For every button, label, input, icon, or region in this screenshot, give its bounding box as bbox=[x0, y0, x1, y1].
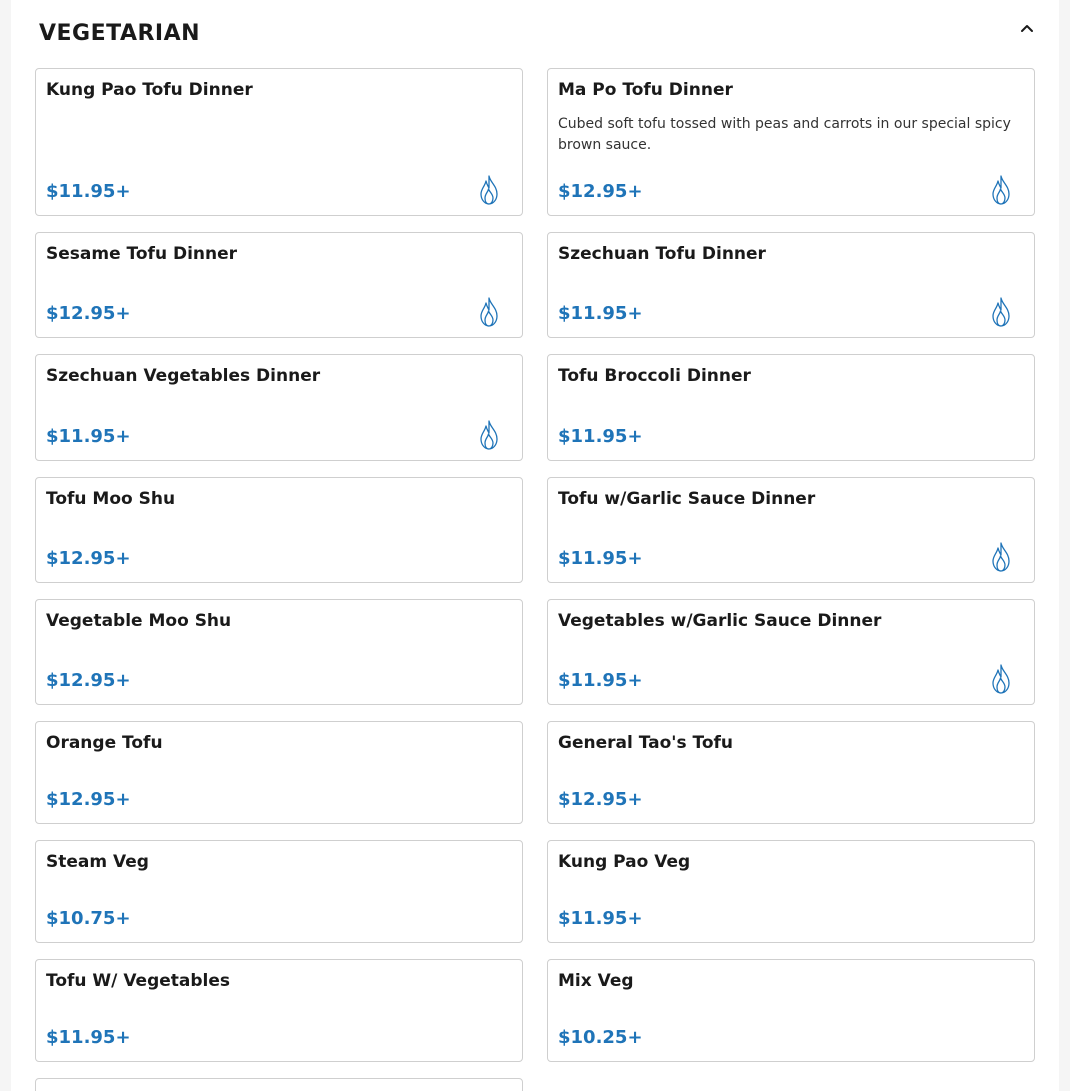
menu-item-price: $11.95+ bbox=[46, 1027, 131, 1048]
menu-item-name: Tofu Moo Shu bbox=[46, 489, 176, 509]
menu-item-price: $11.95+ bbox=[558, 303, 643, 324]
menu-item-name: Ma Po Tofu Dinner bbox=[558, 80, 733, 100]
menu-item-price: $11.95+ bbox=[558, 548, 643, 569]
menu-item-card[interactable] bbox=[547, 354, 1035, 461]
menu-item-card[interactable] bbox=[547, 68, 1035, 216]
chevron-up-icon bbox=[1019, 20, 1035, 36]
menu-item-description: Cubed soft tofu tossed with peas and carrots in our special spicy brown sauce. bbox=[558, 116, 1011, 153]
section-title: VEGETARIAN bbox=[39, 21, 201, 46]
menu-item-card[interactable] bbox=[35, 68, 523, 216]
menu-item-price: $12.95+ bbox=[46, 789, 131, 810]
menu-item-card[interactable] bbox=[35, 721, 523, 824]
menu-item-name: Kung Pao Veg bbox=[558, 852, 691, 872]
menu-item-price: $10.25+ bbox=[558, 1027, 643, 1048]
menu-item-price: $11.95+ bbox=[46, 426, 131, 447]
flame-icon bbox=[988, 296, 1014, 328]
menu-item-price: $11.95+ bbox=[558, 670, 643, 691]
flame-icon bbox=[476, 296, 502, 328]
menu-item-card[interactable] bbox=[547, 840, 1035, 943]
menu-item-name: Kung Pao Tofu Dinner bbox=[46, 80, 253, 100]
menu-item-card[interactable] bbox=[35, 477, 523, 583]
menu-item-card[interactable] bbox=[547, 232, 1035, 338]
menu-item-name: Sesame Tofu Dinner bbox=[46, 244, 238, 264]
menu-item-name: Tofu Broccoli Dinner bbox=[558, 366, 751, 386]
flame-icon bbox=[988, 541, 1014, 573]
menu-item-card[interactable] bbox=[35, 959, 523, 1062]
menu-item-name: Tofu W/ Vegetables bbox=[46, 971, 231, 991]
menu-item-card[interactable] bbox=[35, 232, 523, 338]
menu-item-card[interactable] bbox=[35, 354, 523, 461]
menu-item-name: Mix Veg bbox=[558, 971, 634, 991]
menu-item-name: Szechuan Vegetables Dinner bbox=[46, 366, 321, 386]
menu-item-card[interactable] bbox=[547, 599, 1035, 705]
menu-item-card-partial[interactable] bbox=[35, 1078, 523, 1091]
flame-icon bbox=[476, 419, 502, 451]
menu-item-name: Tofu w/Garlic Sauce Dinner bbox=[558, 489, 816, 509]
menu-item-price: $12.95+ bbox=[46, 670, 131, 691]
menu-item-price: $12.95+ bbox=[46, 548, 131, 569]
menu-item-price: $12.95+ bbox=[558, 789, 643, 810]
menu-item-card[interactable] bbox=[35, 840, 523, 943]
menu-item-name: Orange Tofu bbox=[46, 733, 163, 753]
menu-item-name: General Tao's Tofu bbox=[558, 733, 734, 753]
menu-item-name: Vegetable Moo Shu bbox=[46, 611, 232, 631]
menu-item-card[interactable] bbox=[35, 599, 523, 705]
menu-section-panel bbox=[11, 0, 1059, 1091]
menu-item-name: Vegetables w/Garlic Sauce Dinner bbox=[558, 611, 882, 631]
menu-item-card[interactable] bbox=[547, 477, 1035, 583]
flame-icon bbox=[988, 174, 1014, 206]
collapse-button[interactable] bbox=[1015, 16, 1039, 40]
section-header[interactable] bbox=[11, 0, 1059, 68]
menu-item-price: $12.95+ bbox=[558, 181, 643, 202]
menu-item-card[interactable] bbox=[547, 721, 1035, 824]
flame-icon bbox=[988, 663, 1014, 695]
flame-icon bbox=[476, 174, 502, 206]
menu-item-price: $11.95+ bbox=[46, 181, 131, 202]
menu-item-price: $11.95+ bbox=[558, 426, 643, 447]
menu-item-name: Steam Veg bbox=[46, 852, 149, 872]
menu-item-price: $10.75+ bbox=[46, 908, 131, 929]
menu-item-name: Szechuan Tofu Dinner bbox=[558, 244, 766, 264]
menu-item-price: $11.95+ bbox=[558, 908, 643, 929]
menu-item-card[interactable] bbox=[547, 959, 1035, 1062]
menu-item-price: $12.95+ bbox=[46, 303, 131, 324]
